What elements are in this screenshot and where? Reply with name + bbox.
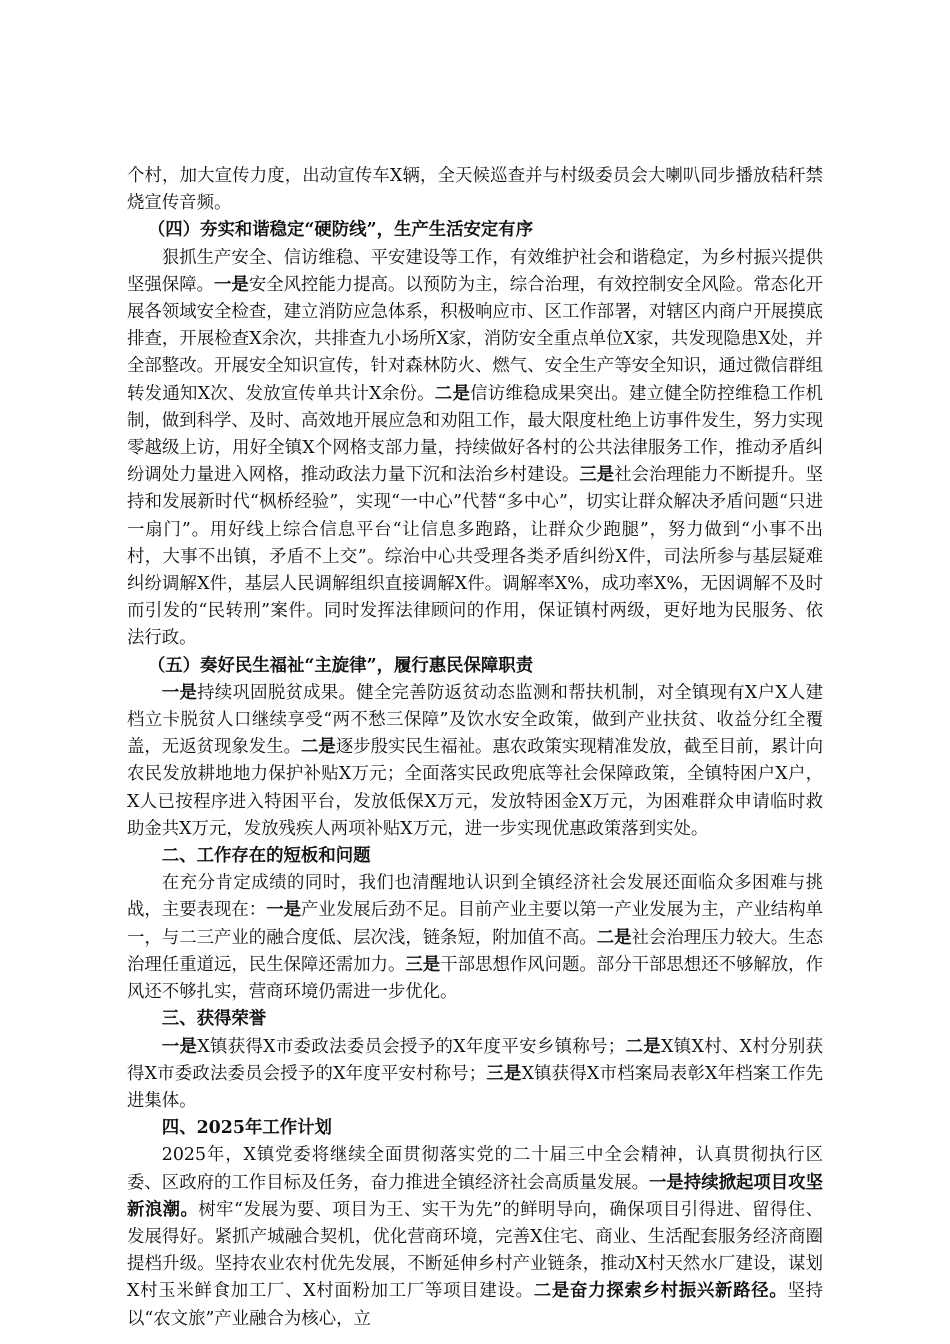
bold-marker: 一是 [214, 274, 249, 295]
paragraph-text: 产业发展后劲不足。目前产业主要以第一产业发展为主，产业结构单一，与二三产业的融合度低、层次浅，链条短，附加值不高。 [127, 900, 823, 948]
bold-marker: 一是 [266, 900, 302, 921]
document-body [127, 163, 823, 1333]
paragraph-text: 信访维稳成果突出。建立健全防控维稳工作机制，做到科学、及时、高效地开展应急和劝阻工作，最大限度杜绝上访事件发生，努力实现零越级上访，用好全镇X个网格支部力量，持续做好各村的公共法律服务工作，推动矛盾纠纷调处力量进入网格，推动政法力量下沉和法治乡村建设。 [127, 383, 823, 486]
paragraph-text: 社会治理压力较大。生态治理任重道远，民生保障还需加力。 [127, 927, 823, 975]
section-heading-4: （四）夯实和谐稳定“硬防线”，生产生活安定有序 [147, 220, 534, 241]
paragraph-text: 社会治理能力不断提升。坚持和发展新时代“枫桥经验”，实现“一中心”代替“多中心”，切实让群众解决矛盾问题“只进一扇门”。用好线上综合信息平台“让信息多跑路，让群众少跑腿”，努力做到“小事不出村，大事不出镇，矛盾不上交”。综治中心共受理各类矛盾纠纷X件，司法所参与基层疑难纠纷调解X件，基层人民调解组织直接调解X件。调解率X%，成功率X%，无因调解不及时而引发的“民转刑”案件。同时发挥法律顾问的作用，保证镇村两级，更好地为民服务、依法行政。 [127, 465, 823, 649]
bold-marker: 二是 [301, 737, 336, 758]
bold-marker: 二是 [596, 927, 632, 948]
paragraph-text: 安全风控能力提高。以预防为主，综合治理，有效控制安全风险。常态化开展各领域安全检查，建立消防应急体系，积极响应市、区工作部署，对辖区内商户开展摸底排查，开展检查X余次，共排查九小场所X家，消防安全重点单位X家，共发现隐患X处，并全部整改。开展安全知识宣传，针对森林防火、燃气、安全生产等安全知识，通过微信群组转发通知X次、发放宣传单共计X余份。 [127, 274, 823, 404]
paragraph-plan [127, 1142, 823, 1332]
paragraph-livelihood [127, 680, 823, 843]
paragraph-text: 坚持以“农文旅”产业融合为核心，立 [127, 1281, 823, 1329]
bold-marker: 一是持续掀起项目攻坚新浪潮。 [127, 1172, 823, 1220]
paragraph-text: 狠抓生产安全、信访维稳、平安建设等工作，有效维护社会和谐稳定，为乡村振兴提供坚强保障。 [127, 247, 823, 295]
paragraph-text: 干部思想作风问题。部分干部思想还不够解放，作风还不够扎实，营商环境仍需进一步优化。 [127, 954, 823, 1003]
paragraph-honors [127, 1034, 823, 1116]
paragraph-text: 在充分肯定成绩的同时，我们也清醒地认识到全镇经济社会发展还面临众多困难与挑战，主要表现在： [127, 873, 823, 921]
section-heading-5: （五）奏好民生福祉“主旋律”，履行惠民保障职责 [147, 655, 534, 676]
paragraph-stability [127, 245, 823, 653]
bold-marker: 二是奋力探索乡村振兴新路径。 [533, 1281, 788, 1302]
bold-marker: 二是 [625, 1036, 662, 1057]
section-heading-plan: 四、2025年工作计划 [161, 1118, 332, 1139]
bold-marker: 三是 [579, 465, 615, 486]
paragraph-text: 持续巩固脱贫成果。健全完善防返贫动态监测和帮扶机制，对全镇现有X户X人建档立卡脱贫人口继续享受“两不愁三保障”及饮水安全政策，做到产业扶贫、收益分红全覆盖，无返贫现象发生。 [127, 682, 823, 758]
bold-marker: 一是 [161, 682, 198, 703]
paragraph-continuation [127, 163, 823, 217]
section-heading-honors: 三、获得荣誉 [161, 1009, 267, 1030]
section-heading-problems: 二、工作存在的短板和问题 [161, 846, 371, 867]
paragraph-text: X镇X村、X村分别获得X市委政法委员会授予的X年度平安村称号； [127, 1036, 823, 1084]
paragraph-problems [127, 870, 823, 1006]
paragraph-text: X镇获得X市档案局表彰X年档案工作先进集体。 [127, 1063, 823, 1111]
paragraph-text: 个村，加大宣传力度，出动宣传车X辆，全天候巡查并与村级委员会大喇叭同步播放秸秆禁烧宣传音频。 [127, 166, 823, 214]
paragraph-text: 逐步殷实民生福祉。惠农政策实现精准发放，截至目前，累计向农民发放耕地地力保护补贴X万元；全面落实民政兜底等社会保障政策，全镇特困户X户，X人已按程序进入特困平台，发放低保X万元，发放特困金X万元，为困难群众申请临时救助金共X万元，发放残疾人两项补贴X万元，进一步实现优惠政策落到实处。 [127, 737, 823, 839]
paragraph-text: 2025年，X镇党委将继续全面贯彻落实党的二十届三中全会精神，认真贯彻执行区委、区政府的工作目标及任务，奋力推进全镇经济社会高质量发展。 [127, 1145, 823, 1193]
bold-marker: 三是 [486, 1063, 522, 1084]
paragraph-text: X镇获得X市委政法委员会授予的X年度平安乡镇称号； [197, 1036, 626, 1057]
paragraph-text: 树牢“发展为要、项目为王、实干为先”的鲜明导向，确保项目引得进、留得住、发展得好。紧抓产城融合契机，优化营商环境，完善X住宅、商业、生活配套服务经济商圈提档升级。坚持农业农村优先发展，不断延伸乡村产业链条，推动X村天然水厂建设，谋划X村玉米鲜食加工厂、X村面粉加工厂等项目建设。 [127, 1199, 823, 1302]
bold-marker: 三是 [405, 954, 441, 975]
bold-marker: 二是 [434, 383, 471, 404]
bold-marker: 一是 [161, 1036, 198, 1057]
